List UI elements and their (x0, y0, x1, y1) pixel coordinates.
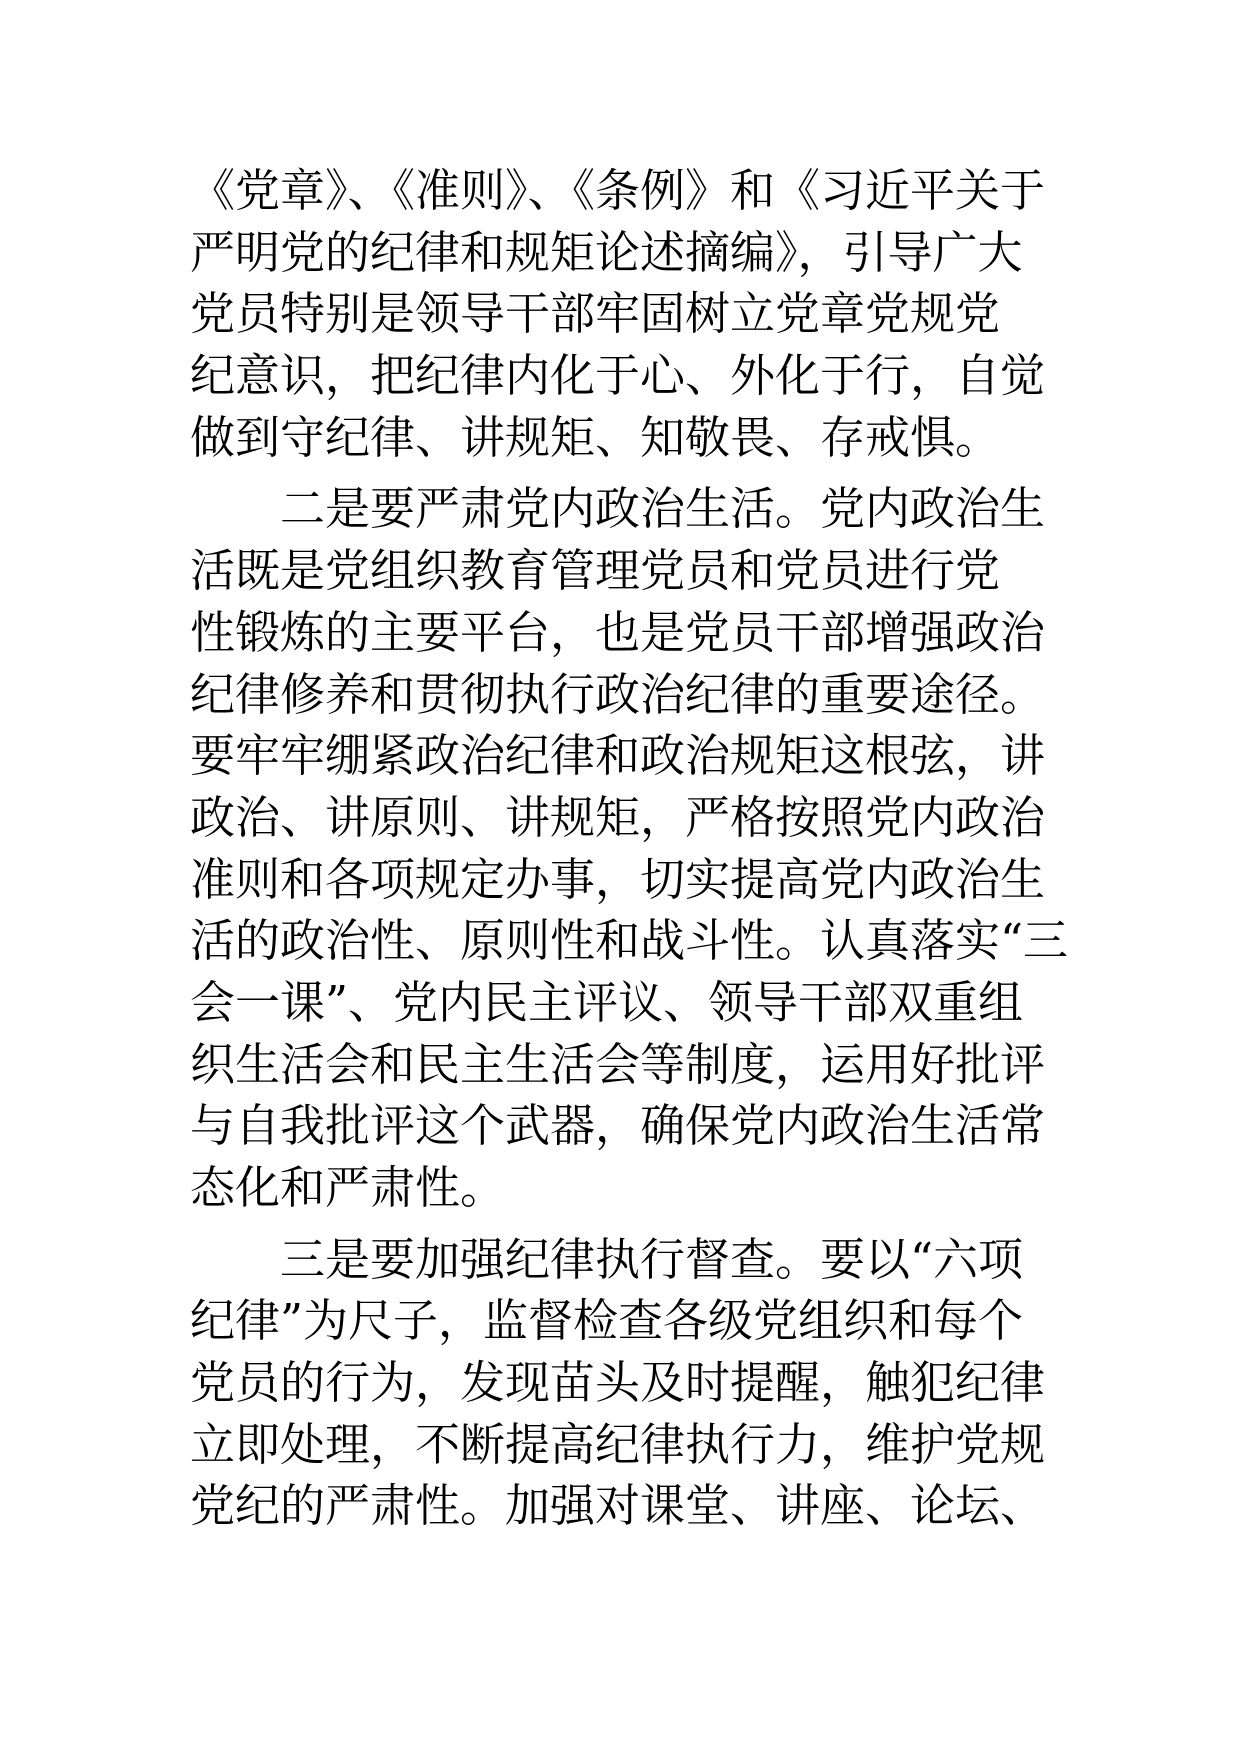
body-text (190, 160, 1070, 1537)
text-line: 会一课”、党内民主评议、领导干部双重组 (190, 975, 1024, 1029)
text-line: 政治、讲原则、讲规矩，严格按照党内政治 (190, 790, 1046, 844)
text-line: 性锻炼的主要平台，也是党员干部增强政治 (190, 605, 1046, 659)
text-line: 与自我批评这个武器，确保党内政治生活常 (190, 1099, 1046, 1153)
text-line: 纪意识，把纪律内化于心、外化于行，自觉 (190, 349, 1046, 403)
text-line: 党员的行为，发现苗头及时提醒，触犯纪律 (190, 1356, 1046, 1410)
text-line: 做到守纪律、讲规矩、知敬畏、存戒惧。 (190, 410, 1001, 464)
text-line: 活的政治性、原则性和战斗性。认真落实“三 (190, 914, 1069, 968)
text-line: 织生活会和民主生活会等制度，运用好批评 (190, 1037, 1046, 1091)
text-line: 态化和严肃性。 (190, 1161, 506, 1214)
text-line: 准则和各项规定办事，切实提高党内政治生 (190, 852, 1046, 906)
text-line: 纪律修养和贯彻执行政治纪律的重要途径。 (190, 667, 1046, 721)
text-line: 立即处理，不断提高纪律执行力，维护党规 (190, 1417, 1046, 1471)
paragraph-start-line: 二是要严肃党内政治生活。党内政治生 (280, 482, 1046, 536)
text-line: 严明党的纪律和规矩论述摘编》，引导广大 (190, 225, 1023, 279)
text-line: 活既是党组织教育管理党员和党员进行党 (190, 544, 1001, 598)
text-line: 党员特别是领导干部牢固树立党章党规党 (190, 287, 1001, 341)
paragraph-start-line: 三是要加强纪律执行督查。要以“六项 (280, 1232, 1024, 1286)
text-line: 纪律”为尺子，监督检查各级党组织和每个 (190, 1294, 1024, 1348)
text-line: 《党章》、《准则》、《条例》和《习近平关于 (190, 164, 1046, 217)
text-line: 要牢牢绷紧政治纪律和政治规矩这根弦，讲 (190, 729, 1046, 783)
text-line: 党纪的严肃性。加强对课堂、讲座、论坛、 (190, 1479, 1046, 1533)
